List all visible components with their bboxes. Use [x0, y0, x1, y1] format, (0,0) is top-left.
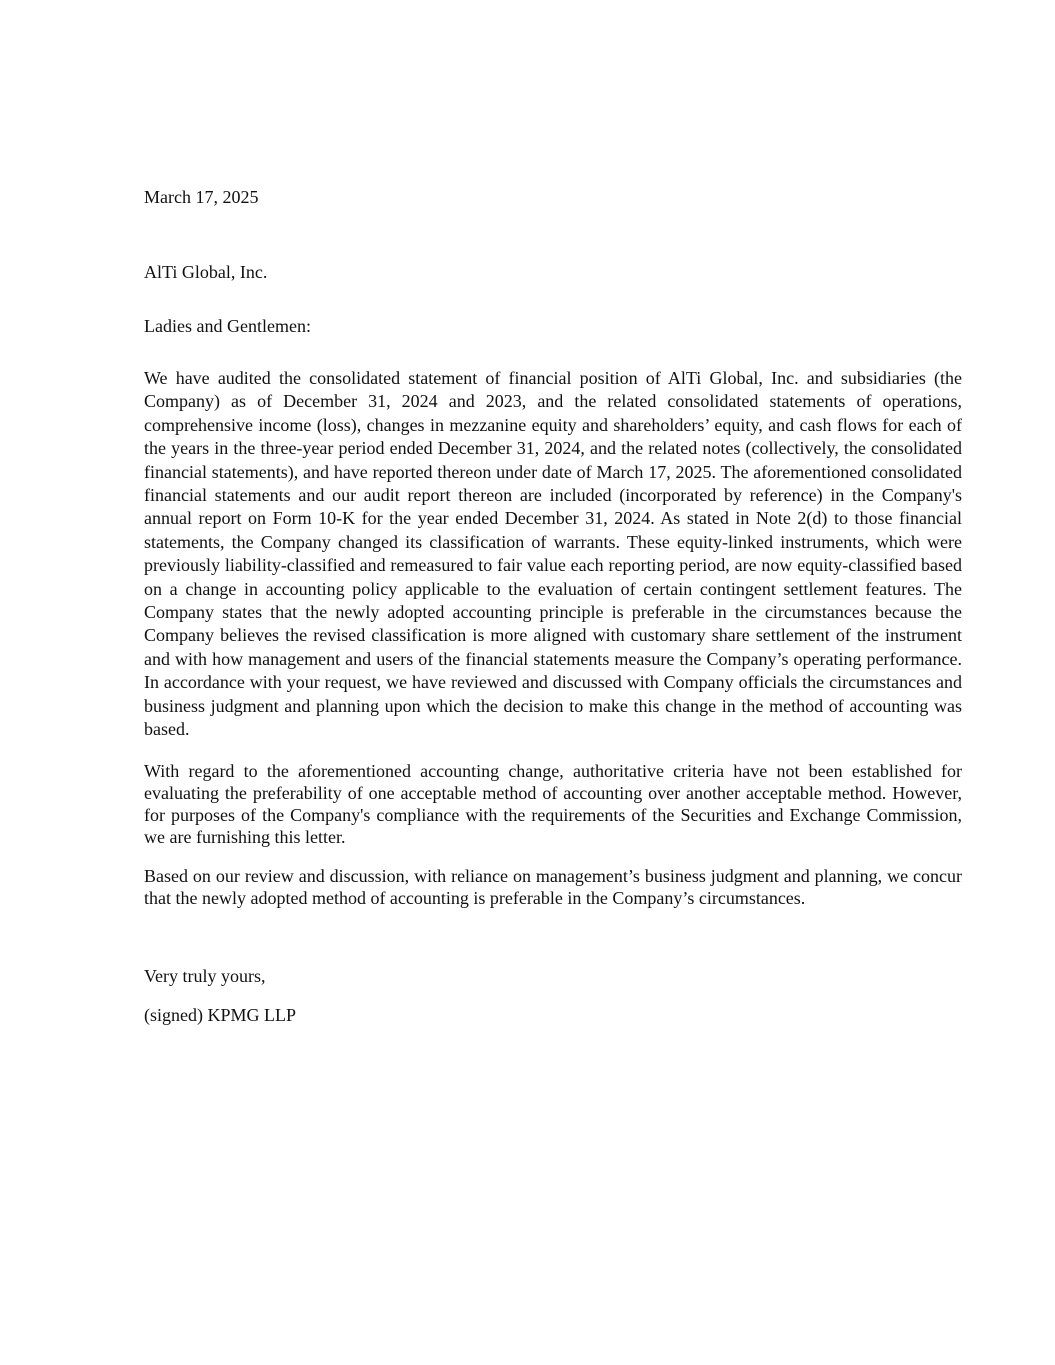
body-paragraph-audit: We have audited the consolidated statement of financial position of AlTi Global, Inc. and subsidiaries (the Company) as of December 31, 2024 and 2023, and the related consolidated statements of operations, comprehensive income (loss), changes in mezzanine equity and shareholders’ equity, and cash flows for each of the years in the three-year period ended December 31, 2024, and the related notes (collectively, the consolidated financial statements), and have reported thereon under date of March 17, 2025. The aforementioned consolidated financial statements and our audit report thereon are included (incorporated by reference) in the Company's annual report on Form 10-K for the year ended December 31, 2024. As stated in Note 2(d) to those financial statements, the Company changed its classification of warrants. These equity-linked instruments, which were previously liability-classified and remeasured to fair value each reporting period, are now equity-classified based on a change in accounting policy applicable to the evaluation of certain contingent settlement features. The Company states that the newly adopted accounting principle is preferable in the circumstances because the Company believes the revised classification is more aligned with customary share settlement of the instrument and with how management and users of the financial statements measure the Company’s operating performance. In accordance with your request, we have reviewed and discussed with Company officials the circumstances and business judgment and planning upon which the decision to make this change in the method of accounting was based. [144, 368, 962, 740]
signature: (signed) KPMG LLP [144, 1005, 296, 1025]
addressee: AlTi Global, Inc. [144, 262, 268, 282]
body-paragraph-conclusion: Based on our review and discussion, with reliance on management’s business judgment and planning, we concur that the newly adopted method of accounting is preferable in the Company’s circumstances. [144, 866, 962, 909]
letter-date: March 17, 2025 [144, 187, 259, 207]
salutation: Ladies and Gentlemen: [144, 316, 311, 336]
closing: Very truly yours, [144, 966, 266, 986]
body-paragraph-criteria: With regard to the aforementioned accounting change, authoritative criteria have not been established for evaluating the preferability of one acceptable method of accounting over another acceptable method. However, for purposes of the Company's compliance with the requirements of the Securities and Exchange Commission, we are furnishing this letter. [144, 761, 962, 848]
